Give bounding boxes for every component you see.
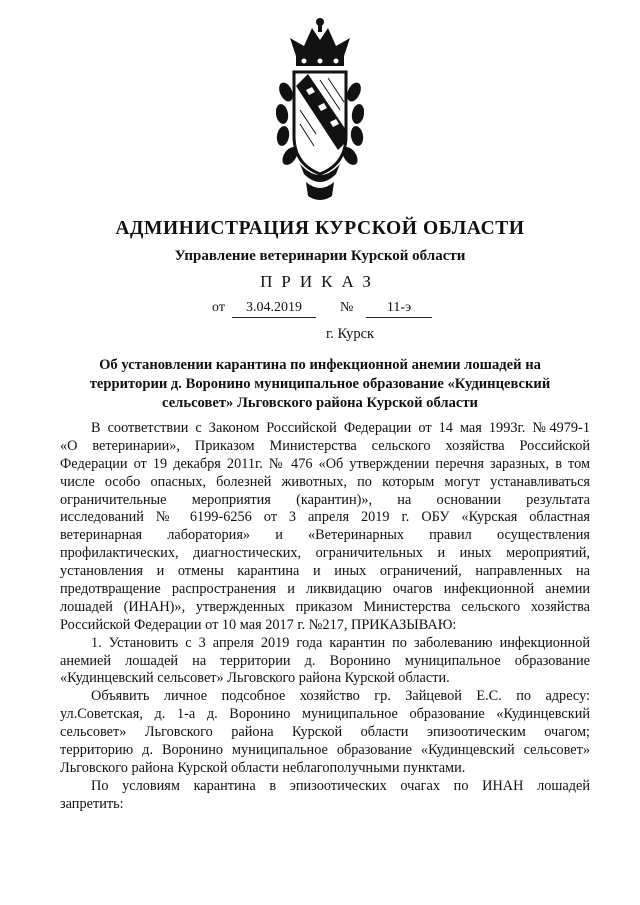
body-line: «О ветеринарии», Приказом Министерства сельского хозяйства Российской: [60, 437, 590, 454]
body-line: По условиям карантина в эпизоотических очагах по ИНАН лошадей: [91, 777, 590, 794]
document-body: [60, 420, 590, 814]
organization-title: АДМИНИСТРАЦИЯ КУРСКОЙ ОБЛАСТИ: [115, 218, 525, 239]
body-line: исследований № 6199-6256 от 3 апреля 2019 г. ОБУ «Курская областная: [60, 509, 590, 526]
body-line: ограничительные мероприятия (карантин)», на основании результата: [60, 491, 590, 508]
body-line: профилактических, диагностических, ограничительных и иных мероприятий,: [60, 545, 590, 562]
body-line: лошадей (ИНАН)», утвержденных приказом Министерства сельского хозяйства: [60, 598, 590, 615]
body-line: предотвращение распространения и ликвидацию очагов инфекционной анемии: [60, 581, 590, 598]
body-line: анемией лошадей на территории д. Воронино муниципальное образование: [60, 652, 590, 669]
document-number: 11-э: [366, 300, 432, 318]
body-line: ветеринарная лаборатория» и «Ветеринарных правил осуществления: [60, 527, 590, 544]
subject-line: территории д. Воронино муниципальное образование «Кудинцевский: [89, 376, 551, 392]
body-line: числе особо опасных, болезней животных, по которым могут устанавливаться: [60, 473, 590, 490]
body-line: Российской Федерации от 10 мая 2017 г. №217, ПРИКАЗЫВАЮ:: [60, 616, 457, 633]
document-subject: [70, 356, 570, 413]
body-line: Льговского района Курской области неблагополучными пунктами.: [60, 759, 466, 776]
department-title: Управление ветеринарии Курской области: [174, 248, 466, 264]
body-line: Объявить личное подсобное хозяйство гр. Зайцевой Е.С. по адресу:: [91, 688, 590, 705]
coat-of-arms-emblem: [276, 14, 364, 204]
subject-line: Об установлении карантина по инфекционной анемии лошадей на: [99, 357, 541, 373]
body-line: запретить:: [60, 795, 124, 812]
body-line: территорию д. Воронино муниципальное образование «Кудинцевский сельсовет»: [60, 742, 590, 759]
document-city: г. Курск: [325, 326, 375, 342]
body-line: Федерации от 19 декабря 2011г. № 476 «Об утверждении перечня заразных, в том: [60, 455, 590, 472]
body-line: 1. Установить с 3 апреля 2019 года карантин по заболеванию инфекционной: [91, 634, 590, 651]
body-line: сельсовет» Льговского района Курской области эпизоотическим очагом;: [60, 724, 590, 741]
body-line: «Кудинцевский сельсовет» Льговского района Курской области.: [60, 670, 450, 687]
date-prefix: от: [212, 300, 225, 315]
document-date: 3.04.2019: [232, 300, 316, 318]
body-line: ул.Советская, д. 1-а д. Воронино муниципальное образование «Кудинцевский: [60, 706, 590, 723]
document-type: ПРИКАЗ: [260, 272, 380, 291]
body-line: установления и отмены карантина и иных ограничений, направленных на: [60, 563, 590, 580]
body-line: В соответствии с Законом Российской Федерации от 14 мая 1993г. №4979-1: [91, 420, 590, 436]
subject-line: сельсовет» Льговского района Курской области: [162, 395, 478, 411]
number-prefix: №: [340, 300, 354, 315]
date-number-line: [200, 300, 460, 320]
